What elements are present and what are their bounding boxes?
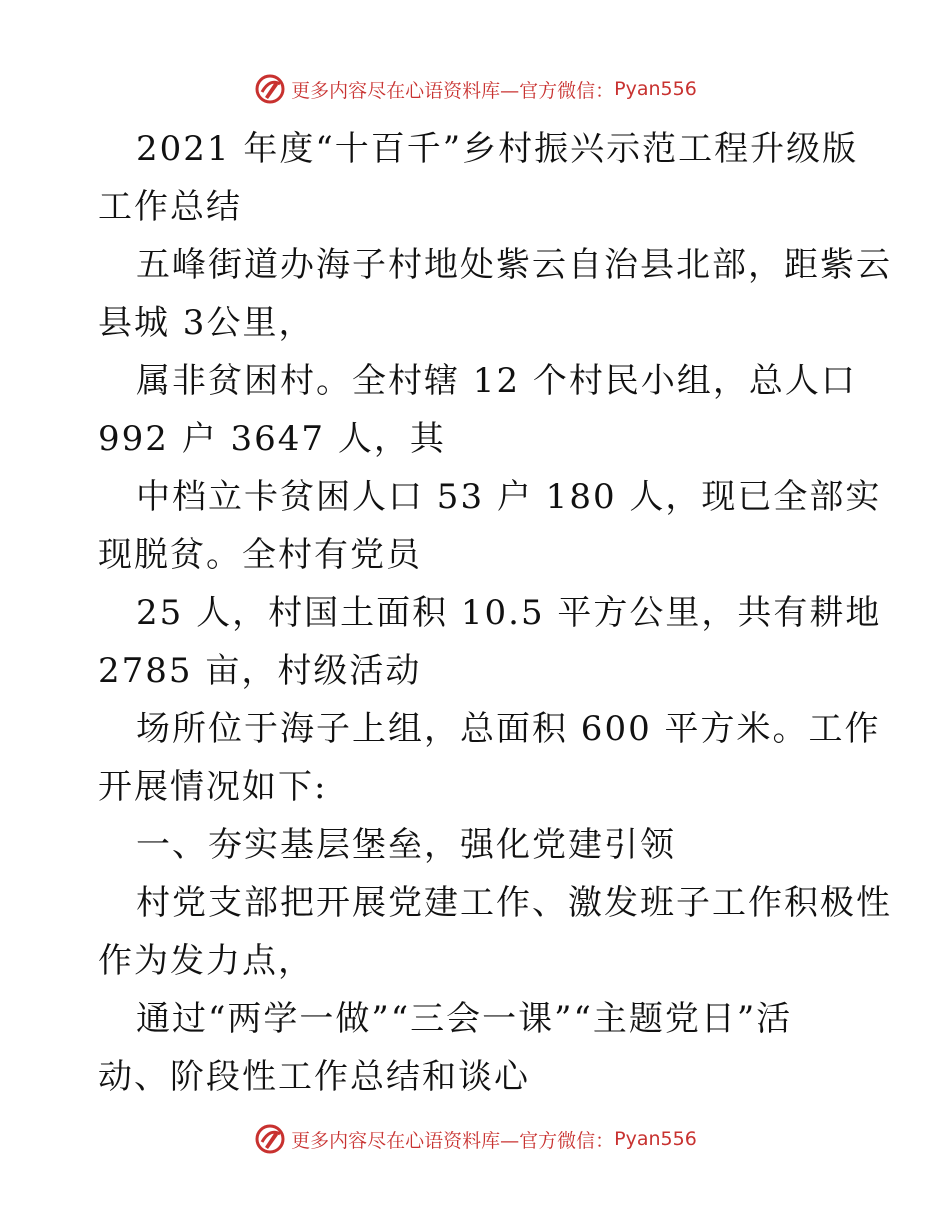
document-body	[98, 120, 892, 1106]
watermark-text: 更多内容尽在心语资料库—官方微信：	[291, 79, 615, 102]
brand-logo-icon	[253, 72, 287, 106]
document-line: 25 人，村国土面积 10.5 平方公里，共有耕地	[136, 593, 882, 633]
watermark-handle: Pyan556	[614, 1128, 697, 1150]
document-line: 村党支部把开展党建工作、激发班子工作积极性	[136, 883, 892, 923]
watermark-handle: Pyan556	[614, 78, 697, 100]
document-line: 开展情况如下:	[98, 767, 328, 807]
watermark-text: 更多内容尽在心语资料库—官方微信：	[291, 1129, 615, 1152]
document-line: 通过“两学一做”“三会一课”“主题党日”活	[136, 999, 793, 1039]
document-line: 现脱贫。全村有党员	[98, 535, 422, 575]
document-line: 动、阶段性工作总结和谈心	[98, 1057, 530, 1097]
document-line: 992 户 3647 人，其	[98, 419, 446, 459]
document-line: 一、夯实基层堡垒，强化党建引领	[136, 825, 676, 865]
watermark-header	[0, 69, 950, 109]
document-line: 五峰街道办海子村地处紫云自治县北部，距紫云	[136, 245, 892, 285]
brand-logo-icon	[253, 1122, 287, 1156]
document-line: 县城 3公里，	[98, 303, 315, 343]
watermark-footer	[0, 1119, 950, 1159]
document-line: 属非贫困村。全村辖 12 个村民小组，总人口	[136, 361, 857, 401]
document-line: 工作总结	[98, 187, 242, 227]
document-line: 场所位于海子上组，总面积 600 平方米。工作	[136, 709, 881, 749]
document-line: 作为发力点，	[98, 941, 314, 981]
document-line: 中档立卡贫困人口 53 户 180 人，现已全部实	[136, 477, 882, 517]
document-line: 2021 年度“十百千”乡村振兴示范工程升级版	[136, 129, 859, 169]
document-line: 2785 亩，村级活动	[98, 651, 422, 691]
